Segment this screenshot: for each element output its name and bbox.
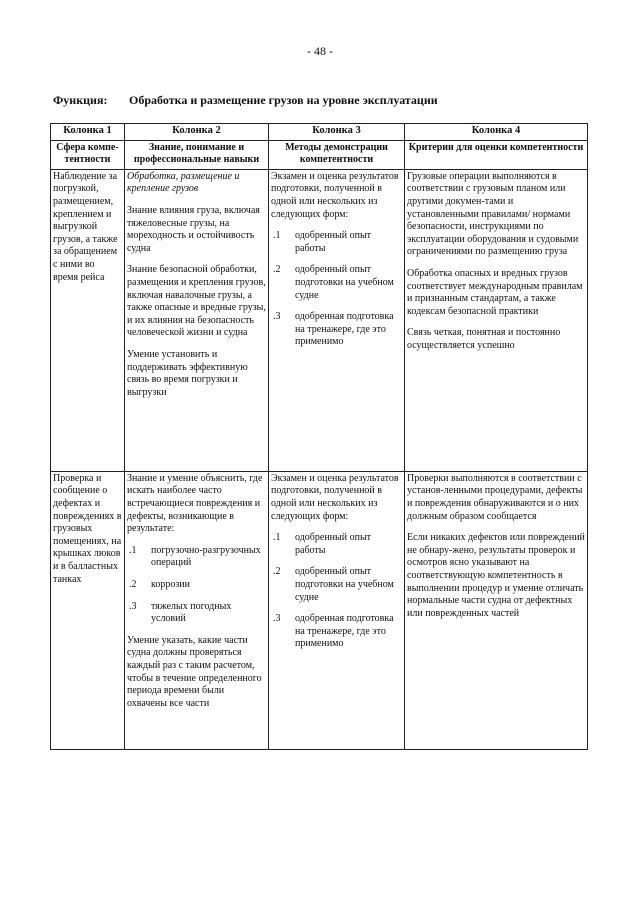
table-row bbox=[51, 169, 588, 471]
criteria-paragraph: Связь четкая, понятная и постоянно осуществляется успешно bbox=[407, 327, 561, 351]
criteria-paragraph: Если никаких дефектов или повреждений не обнару-жено, результаты проверок и осмотров ясно указывают на соответствующую компетентность в выполнении процедур и умение отличать нормальные части судна от дефектных или поврежденных частей bbox=[407, 532, 585, 619]
list-number: .3 bbox=[273, 311, 281, 323]
list-item bbox=[271, 311, 402, 349]
list-item bbox=[271, 613, 402, 651]
criteria-paragraph: Грузовые операции выполняются в соответствии с грузовым планом или другими докумен-тами и установленными правилами/ нормами безопасности, инструкциями по эксплуатации оборудования и судовыми ограничениями по размещению груза bbox=[407, 170, 579, 258]
knowledge-paragraph: Умение указать, какие части судна должны проверяться каждый раз с таким расчетом, чтобы в течение определенного периода времени были охвачены все части bbox=[127, 634, 262, 709]
page-number: - 48 - bbox=[307, 44, 333, 58]
subheader-row bbox=[51, 140, 588, 169]
list-text: погрузочно-разгрузочных операций bbox=[151, 544, 261, 569]
column-header: Колонка 2 bbox=[125, 124, 269, 141]
function-title: Обработка и размещение грузов на уровне эксплуатации bbox=[129, 93, 438, 107]
list-item bbox=[127, 579, 266, 592]
list-text: одобренный опыт работы bbox=[295, 532, 372, 556]
knowledge-intro: Знание и умение объяснить, где искать наиболее часто встречающиеся повреждения и дефекты, возникающие в результате: bbox=[127, 472, 263, 535]
list-item bbox=[271, 264, 402, 302]
list-text: одобренная подготовка на тренажере, где это применимо bbox=[295, 613, 394, 650]
list-number: .1 bbox=[129, 544, 137, 556]
function-label: Функция: bbox=[53, 93, 108, 107]
list-item bbox=[271, 230, 402, 255]
knowledge-cell bbox=[125, 169, 269, 471]
list-text: одобренная подготовка на тренажере, где это применимо bbox=[295, 311, 394, 348]
list-number: .3 bbox=[129, 600, 137, 612]
list-number: .3 bbox=[273, 613, 281, 625]
methods-cell bbox=[269, 471, 405, 749]
list-text: одобренный опыт подготовки на учебном судне bbox=[295, 264, 394, 301]
column-header: Колонка 4 bbox=[405, 124, 588, 141]
knowledge-heading: Обработка, размещение и крепление грузов bbox=[127, 170, 240, 195]
list-item bbox=[127, 545, 266, 570]
competence-cell: Проверка и сообщение о дефектах и повреждениях в грузовых помещениях, на крышках люков и в балластных танках bbox=[51, 471, 125, 749]
column-header: Колонка 1 bbox=[51, 124, 125, 141]
list-item bbox=[271, 566, 402, 604]
list-text: одобренный опыт подготовки на учебном судне bbox=[295, 566, 394, 603]
list-item bbox=[127, 601, 266, 626]
list-text: коррозии bbox=[151, 578, 191, 590]
list-number: .2 bbox=[129, 578, 137, 590]
criteria-cell bbox=[405, 471, 588, 749]
criteria-paragraph: Проверки выполняются в соответствии с установ-ленными процедурами, дефекты и повреждения обнаруживаются и о них должным образом сообщается bbox=[407, 472, 583, 522]
methods-cell bbox=[269, 169, 405, 471]
list-number: .1 bbox=[273, 532, 281, 544]
list-number: .1 bbox=[273, 230, 281, 242]
knowledge-paragraph: Умение установить и поддерживать эффективную связь во время погрузки и выгрузки bbox=[127, 348, 248, 398]
list-text: тяжелых погодных условий bbox=[151, 600, 232, 625]
competence-cell: Наблюдение за погрузкой, размещением, креплением и выгрузкой грузов, а также за обращением с ними во время рейса bbox=[51, 169, 125, 471]
knowledge-cell bbox=[125, 471, 269, 749]
list-number: .2 bbox=[273, 566, 281, 578]
competence-table bbox=[50, 123, 588, 750]
knowledge-paragraph: Знание влияния груза, включая тяжеловесные грузы, на мореходность и остойчивость судна bbox=[127, 204, 260, 254]
list-text: одобренный опыт работы bbox=[295, 230, 372, 254]
list-number: .2 bbox=[273, 264, 281, 276]
list-item bbox=[271, 532, 402, 557]
subheader-criteria: Критерии для оценки компетентности bbox=[405, 140, 588, 169]
column-header: Колонка 3 bbox=[269, 124, 405, 141]
criteria-cell bbox=[405, 169, 588, 471]
knowledge-paragraph: Знание безопасной обработки, размещения и крепления грузов, включая навалочные грузы, а также опасные и вредные грузы, и их влияния на безопасность человеческой жизни и судна bbox=[127, 264, 266, 339]
methods-intro: Экзамен и оценка результатов подготовки, полученной в одной или нескольких из следующих форм: bbox=[271, 170, 399, 220]
table-row bbox=[51, 471, 588, 749]
subheader-knowledge: Знание, понимание и профессиональные навыки bbox=[125, 140, 269, 169]
subheader-methods: Методы демонстрации компетентности bbox=[269, 140, 405, 169]
function-heading bbox=[53, 93, 438, 108]
criteria-paragraph: Обработка опасных и вредных грузов соответствует международным правилам и признанным стандартам, а также кодексам безопасной практики bbox=[407, 267, 583, 317]
column-header-row bbox=[51, 124, 588, 141]
methods-intro: Экзамен и оценка результатов подготовки, полученной в одной или нескольких из следующих форм: bbox=[271, 472, 399, 522]
subheader-competence: Сфера компе-тентности bbox=[51, 140, 125, 169]
